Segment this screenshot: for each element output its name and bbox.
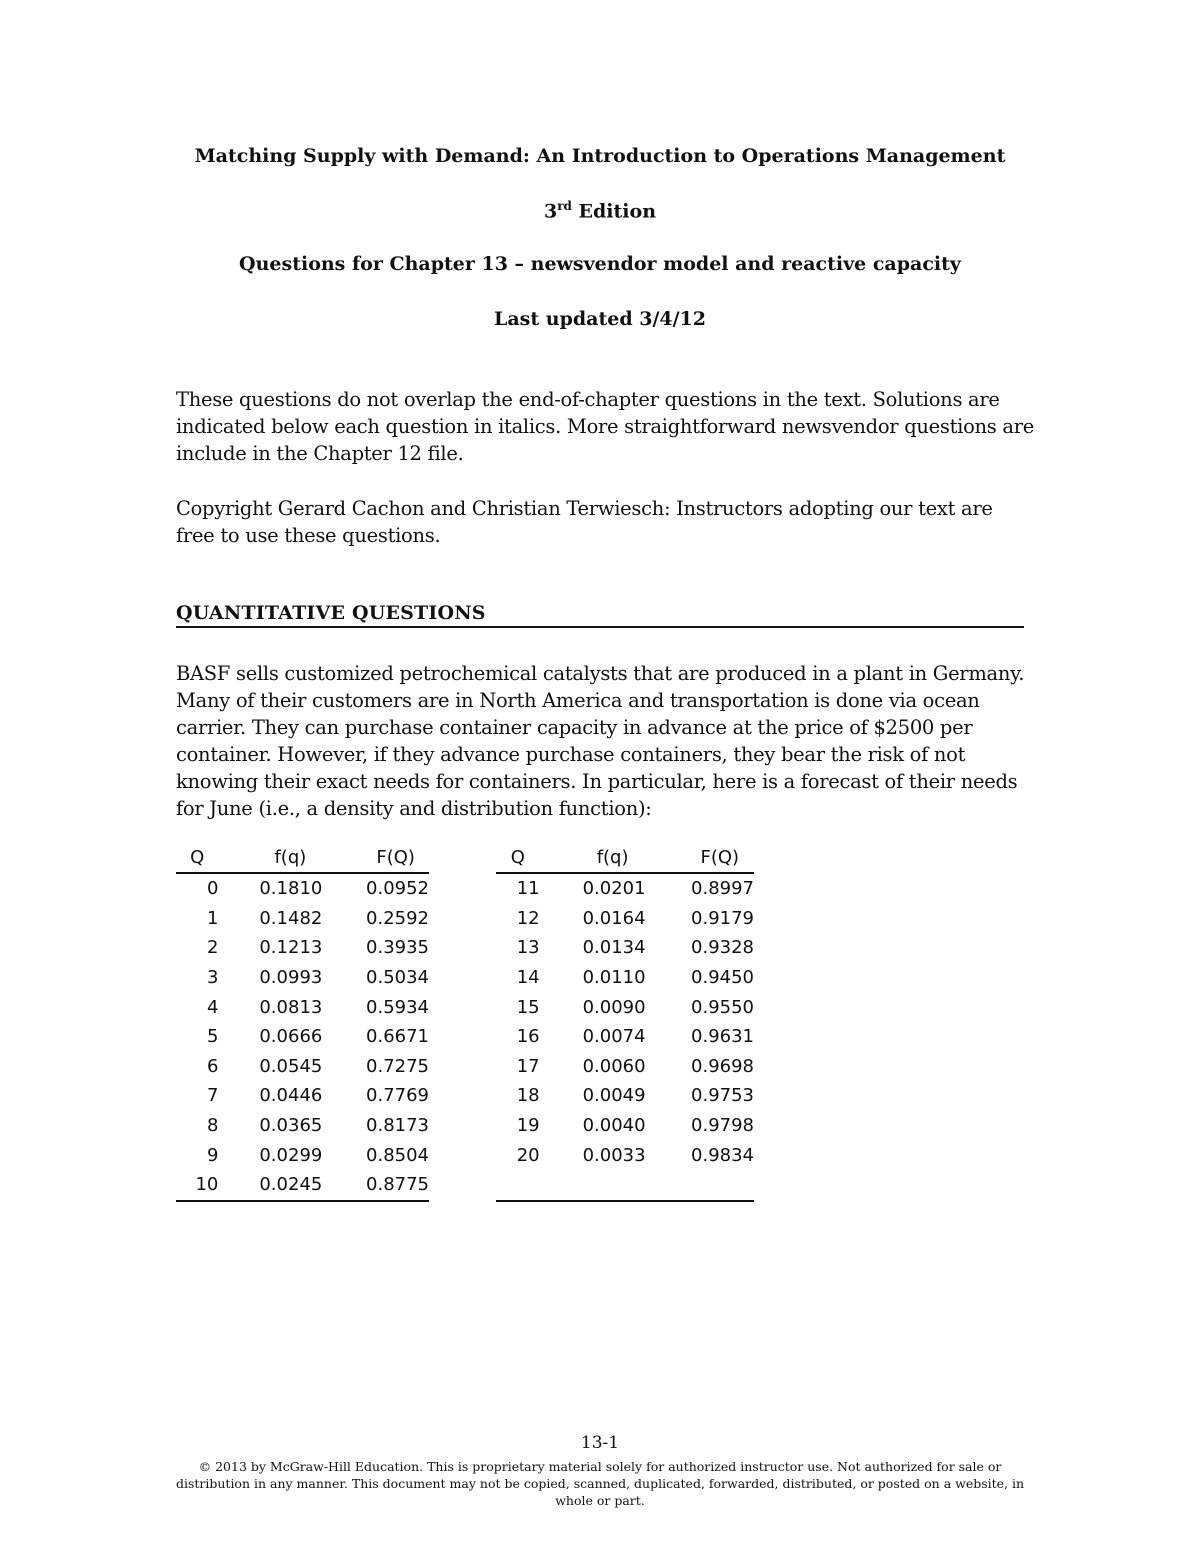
edition-suffix: rd [557, 199, 572, 213]
footer-line-2: distribution in any manner. This document may not be copied, scanned, duplicated, forwarded, distributed, or posted on a website, in [175, 1476, 1025, 1491]
cell-q: 15 [516, 996, 540, 1018]
cell-distribution: 0.7275 [366, 1055, 429, 1077]
cell-density: 0.0993 [259, 967, 323, 989]
cell-density: 0.0164 [582, 907, 646, 929]
cell-q: 1 [206, 907, 219, 929]
cell-distribution: 0.8173 [366, 1115, 429, 1137]
footer-line-3: whole or part. [555, 1493, 645, 1508]
cell-q: 7 [206, 1085, 219, 1107]
probability-table-left [176, 842, 429, 1202]
cell-density: 0.0040 [582, 1115, 646, 1137]
table-row [176, 933, 429, 963]
table-row [496, 933, 754, 963]
table-row [496, 1052, 754, 1082]
cell-q: 12 [516, 907, 540, 929]
footer-line-1: © 2013 by McGraw-Hill Education. This is proprietary material solely for authorized instructor use. Not authorized for sale or [198, 1459, 1002, 1474]
cell-distribution: 0.8504 [366, 1144, 429, 1166]
table-row [176, 1111, 429, 1141]
cell-q: 18 [516, 1085, 540, 1107]
column-header-cdf: F(Q) [646, 842, 754, 873]
updated-line: Last updated 3/4/12 [494, 308, 706, 330]
table-row [176, 1140, 429, 1170]
cell-density: 0.1810 [259, 878, 323, 900]
table-row [176, 1022, 429, 1052]
cell-q: 8 [206, 1115, 219, 1137]
page-number: 13-1 [580, 1433, 620, 1453]
table-row [496, 1170, 754, 1201]
cell-density: 0.0365 [259, 1115, 323, 1137]
table-row [176, 904, 429, 934]
cell-density: 0.1482 [259, 907, 323, 929]
table-row [496, 873, 754, 904]
cell-distribution: 0.7769 [366, 1085, 429, 1107]
cell-distribution: 0.5034 [366, 967, 429, 989]
table-row [176, 873, 429, 904]
cell-density: 0.0201 [582, 878, 646, 900]
copyright-footer [0, 1458, 1200, 1509]
cell-distribution: 0.9450 [691, 967, 754, 989]
chapter-line: Questions for Chapter 13 – newsvendor model and reactive capacity [239, 253, 961, 275]
column-header-fq: f(q) [218, 842, 322, 873]
column-header-q: Q [496, 842, 540, 873]
column-header-fq: f(q) [540, 842, 646, 873]
intro-paragraph-1: These questions do not overlap the end-of-chapter questions in the text. Solutions are indicated below each question in italics. More straightforward newsvendor questions are include in the Chapter 12 file. [176, 388, 1034, 465]
table-row [496, 1140, 754, 1170]
table-header-row [496, 842, 754, 873]
question-paragraph: BASF sells customized petrochemical catalysts that are produced in a plant in Germany. Many of their customers are in North America and transportation is done via ocean carrier. They can purchase container capacity in advance at the price of $2500 per container. However, if they advance purchase containers, they bear the risk of not knowing their exact needs for containers. In particular, here is a forecast of their needs for June (i.e., a density and distribution function): [176, 662, 1025, 820]
table-row [496, 963, 754, 993]
edition-line [0, 199, 1200, 222]
cell-q: 16 [516, 1026, 540, 1048]
cell-distribution: 0.8997 [691, 878, 754, 900]
cell-distribution: 0.9550 [691, 996, 754, 1018]
cell-density: 0.0666 [259, 1026, 323, 1048]
cell-distribution: 0.5934 [366, 996, 429, 1018]
cell-distribution: 0.8775 [366, 1174, 429, 1196]
table-row [496, 1022, 754, 1052]
cell-density: 0.0110 [582, 967, 646, 989]
cell-q: 5 [206, 1026, 219, 1048]
edition-number: 3 [543, 200, 558, 223]
cell-q [496, 1170, 540, 1201]
cell-q: 6 [206, 1055, 219, 1077]
cell-distribution: 0.9328 [691, 937, 754, 959]
intro-paragraph-2: Copyright Gerard Cachon and Christian Terwiesch: Instructors adopting our text are free to use these questions. [176, 497, 993, 547]
cell-distribution: 0.9631 [691, 1026, 754, 1048]
cell-q: 4 [206, 996, 219, 1018]
cell-density: 0.0299 [259, 1144, 323, 1166]
cell-distribution: 0.9834 [691, 1144, 754, 1166]
cell-q: 10 [195, 1174, 219, 1196]
column-header-cdf: F(Q) [322, 842, 429, 873]
cell-distribution: 0.9698 [691, 1055, 754, 1077]
cell-q: 14 [516, 967, 540, 989]
section-title: QUANTITATIVE QUESTIONS [176, 602, 1024, 628]
cell-distribution [646, 1170, 754, 1201]
cell-density: 0.1213 [259, 937, 323, 959]
cell-q: 19 [516, 1115, 540, 1137]
cell-density: 0.0245 [259, 1174, 323, 1196]
cell-q: 13 [516, 937, 540, 959]
cell-q: 0 [206, 878, 219, 900]
column-header-q: Q [176, 842, 218, 873]
cell-distribution: 0.3935 [366, 937, 429, 959]
edition-word: Edition [571, 200, 657, 223]
table-row [176, 1081, 429, 1111]
cell-distribution: 0.0952 [366, 878, 429, 900]
cell-q: 17 [516, 1055, 540, 1077]
cell-distribution: 0.6671 [366, 1026, 429, 1048]
cell-density [540, 1170, 646, 1201]
table-row [496, 992, 754, 1022]
table-row [496, 1081, 754, 1111]
cell-density: 0.0446 [259, 1085, 323, 1107]
cell-density: 0.0090 [582, 996, 646, 1018]
cell-distribution: 0.9179 [691, 907, 754, 929]
table-header-row [176, 842, 429, 873]
cell-density: 0.0545 [259, 1055, 323, 1077]
table-row [496, 904, 754, 934]
probability-table-right [496, 842, 754, 1202]
table-row [496, 1111, 754, 1141]
cell-density: 0.0134 [582, 937, 646, 959]
cell-density: 0.0813 [259, 996, 323, 1018]
cell-density: 0.0049 [582, 1085, 646, 1107]
cell-q: 11 [516, 878, 540, 900]
table-row [176, 1052, 429, 1082]
cell-q: 2 [206, 937, 219, 959]
cell-distribution: 0.2592 [366, 907, 429, 929]
cell-distribution: 0.9753 [691, 1085, 754, 1107]
table-row [176, 1170, 429, 1201]
cell-density: 0.0033 [582, 1144, 646, 1166]
table-row [176, 992, 429, 1022]
cell-q: 3 [206, 967, 219, 989]
cell-density: 0.0074 [582, 1026, 646, 1048]
cell-density: 0.0060 [582, 1055, 646, 1077]
cell-q: 20 [516, 1144, 540, 1166]
book-title: Matching Supply with Demand: An Introduction to Operations Management [194, 145, 1006, 167]
cell-q: 9 [206, 1144, 219, 1166]
table-row [176, 963, 429, 993]
cell-distribution: 0.9798 [691, 1115, 754, 1137]
